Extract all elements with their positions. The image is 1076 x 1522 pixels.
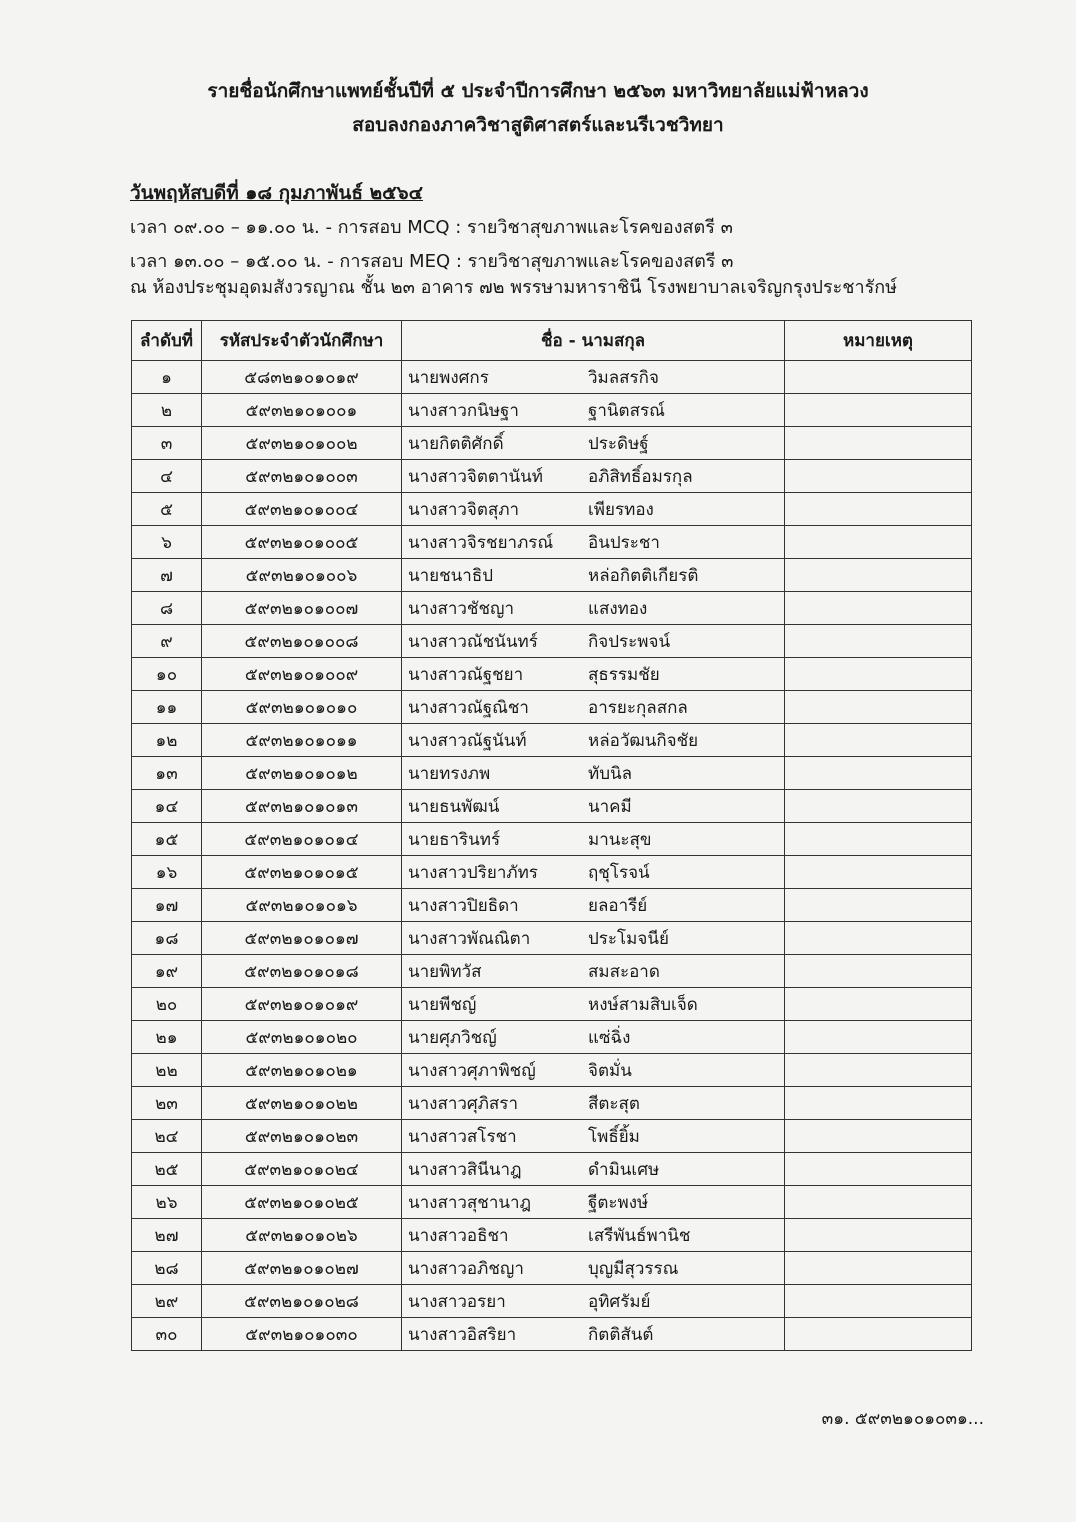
student-id: ๕๙๓๒๑๐๑๐๐๒ bbox=[202, 427, 402, 460]
note-cell bbox=[785, 823, 972, 856]
note-cell bbox=[785, 724, 972, 757]
table-row bbox=[132, 658, 972, 691]
row-number: ๒๘ bbox=[132, 1252, 202, 1285]
header-student-id: รหัสประจำตัวนักศึกษา bbox=[202, 321, 402, 361]
first-name: นางสาวศุภาพิชญ์ bbox=[408, 1060, 536, 1081]
student-id: ๕๙๓๒๑๐๑๐๑๒ bbox=[202, 757, 402, 790]
student-name bbox=[402, 988, 785, 1021]
student-name bbox=[402, 625, 785, 658]
student-id: ๕๙๓๒๑๐๑๐๑๔ bbox=[202, 823, 402, 856]
document-title: รายชื่อนักศึกษาแพทย์ชั้นปีที่ ๕ ประจำปีการศึกษา ๒๕๖๓ มหาวิทยาลัยแม่ฟ้าหลวง bbox=[207, 80, 869, 102]
note-cell bbox=[785, 1285, 972, 1318]
row-number: ๑๕ bbox=[132, 823, 202, 856]
row-number: ๗ bbox=[132, 559, 202, 592]
table-row bbox=[132, 427, 972, 460]
student-id: ๕๙๓๒๑๐๑๐๒๓ bbox=[202, 1120, 402, 1153]
student-name bbox=[402, 1186, 785, 1219]
table-row bbox=[132, 625, 972, 658]
note-cell bbox=[785, 592, 972, 625]
last-name: กิจประพจน์ bbox=[588, 631, 671, 652]
first-name: นายพิทวัส bbox=[408, 961, 482, 982]
student-id: ๕๙๓๒๑๐๑๐๒๖ bbox=[202, 1219, 402, 1252]
row-number: ๒๑ bbox=[132, 1021, 202, 1054]
student-name bbox=[402, 1054, 785, 1087]
table-row bbox=[132, 856, 972, 889]
last-name: หล่อกิตติเกียรติ bbox=[588, 565, 699, 586]
note-cell bbox=[785, 691, 972, 724]
row-number: ๒๓ bbox=[132, 1087, 202, 1120]
row-number: ๕ bbox=[132, 493, 202, 526]
student-id: ๕๙๓๒๑๐๑๐๒๕ bbox=[202, 1186, 402, 1219]
table-row bbox=[132, 823, 972, 856]
student-id: ๕๙๓๒๑๐๑๐๐๖ bbox=[202, 559, 402, 592]
last-name: หล่อวัฒนกิจชัย bbox=[588, 730, 699, 751]
student-name bbox=[402, 526, 785, 559]
first-name: นางสาวสินีนาฎ bbox=[408, 1159, 522, 1180]
row-number: ๑๗ bbox=[132, 889, 202, 922]
note-cell bbox=[785, 1219, 972, 1252]
table-row bbox=[132, 955, 972, 988]
student-name bbox=[402, 493, 785, 526]
student-id: ๕๙๓๒๑๐๑๐๐๗ bbox=[202, 592, 402, 625]
first-name: นางสาวชัชญา bbox=[408, 598, 515, 619]
note-cell bbox=[785, 427, 972, 460]
last-name: วิมลสรกิจ bbox=[588, 367, 659, 388]
note-cell bbox=[785, 658, 972, 691]
document-subtitle: สอบลงกองภาควิชาสูติศาสตร์และนรีเวชวิทยา bbox=[352, 114, 724, 136]
first-name: นางสาวอรยา bbox=[408, 1291, 506, 1312]
note-cell bbox=[785, 1054, 972, 1087]
row-number: ๒๙ bbox=[132, 1285, 202, 1318]
note-cell bbox=[785, 1153, 972, 1186]
student-id: ๕๙๓๒๑๐๑๐๒๘ bbox=[202, 1285, 402, 1318]
note-cell bbox=[785, 955, 972, 988]
last-name: สุธรรมชัย bbox=[588, 664, 660, 685]
student-name bbox=[402, 361, 785, 394]
header-note: หมายเหตุ bbox=[785, 321, 972, 361]
last-name: แสงทอง bbox=[588, 598, 648, 619]
first-name: นางสาวสุชานาฎ bbox=[408, 1192, 531, 1213]
note-cell bbox=[785, 790, 972, 823]
last-name: อภิสิทธิ์อมรกุล bbox=[588, 466, 693, 487]
student-id: ๕๙๓๒๑๐๑๐๒๑ bbox=[202, 1054, 402, 1087]
table-row bbox=[132, 1054, 972, 1087]
first-name: นางสาวปิยธิดา bbox=[408, 895, 519, 916]
student-name bbox=[402, 394, 785, 427]
table-row bbox=[132, 790, 972, 823]
last-name: ดำมินเศษ bbox=[588, 1159, 660, 1180]
first-name: นางสาวศุภิสรา bbox=[408, 1093, 518, 1114]
student-id: ๕๙๓๒๑๐๑๐๑๗ bbox=[202, 922, 402, 955]
note-cell bbox=[785, 559, 972, 592]
row-number: ๑๙ bbox=[132, 955, 202, 988]
student-name bbox=[402, 823, 785, 856]
first-name: นายธารินทร์ bbox=[408, 829, 501, 850]
row-number: ๒๕ bbox=[132, 1153, 202, 1186]
note-cell bbox=[785, 856, 972, 889]
table-row bbox=[132, 394, 972, 427]
table-row bbox=[132, 1021, 972, 1054]
row-number: ๑๑ bbox=[132, 691, 202, 724]
note-cell bbox=[785, 460, 972, 493]
last-name: กิตติสันต์ bbox=[588, 1324, 654, 1345]
note-cell bbox=[785, 361, 972, 394]
first-name: นางสาวกนิษฐา bbox=[408, 400, 519, 421]
exam-session-meq: เวลา ๑๓.๐๐ – ๑๕.๐๐ น. - การสอบ MEQ : รายวิชาสุขภาพและโรคของสตรี ๓ bbox=[130, 251, 734, 272]
last-name: สมสะอาด bbox=[588, 961, 660, 982]
first-name: นางสาวจิตสุภา bbox=[408, 499, 520, 520]
table-header-row bbox=[132, 321, 972, 361]
table-body bbox=[132, 361, 972, 1351]
last-name: อารยะกุลสกล bbox=[588, 697, 688, 718]
student-id: ๕๙๓๒๑๐๑๐๒๔ bbox=[202, 1153, 402, 1186]
note-cell bbox=[785, 1021, 972, 1054]
row-number: ๓๐ bbox=[132, 1318, 202, 1351]
table-row bbox=[132, 1318, 972, 1351]
student-id: ๕๙๓๒๑๐๑๐๑๐ bbox=[202, 691, 402, 724]
student-id: ๕๙๓๒๑๐๑๐๑๘ bbox=[202, 955, 402, 988]
student-name bbox=[402, 1120, 785, 1153]
last-name: ยลอารีย์ bbox=[588, 895, 648, 916]
first-name: นายพีชญ์ bbox=[408, 994, 477, 1015]
row-number: ๒๒ bbox=[132, 1054, 202, 1087]
table-row bbox=[132, 889, 972, 922]
student-id: ๕๘๓๒๑๐๑๐๑๙ bbox=[202, 361, 402, 394]
student-name bbox=[402, 922, 785, 955]
note-cell bbox=[785, 1318, 972, 1351]
student-roster-table bbox=[131, 320, 972, 1351]
student-name bbox=[402, 592, 785, 625]
row-number: ๖ bbox=[132, 526, 202, 559]
student-name bbox=[402, 1285, 785, 1318]
note-cell bbox=[785, 1087, 972, 1120]
row-number: ๑๐ bbox=[132, 658, 202, 691]
table-row bbox=[132, 922, 972, 955]
last-name: อุทิศรัมย์ bbox=[588, 1291, 651, 1312]
student-id: ๕๙๓๒๑๐๑๐๐๕ bbox=[202, 526, 402, 559]
student-name bbox=[402, 1252, 785, 1285]
row-number: ๒๐ bbox=[132, 988, 202, 1021]
student-id: ๕๙๓๒๑๐๑๐๐๘ bbox=[202, 625, 402, 658]
first-name: นายศุภวิชญ์ bbox=[408, 1027, 497, 1048]
exam-session-mcq: เวลา ๐๙.๐๐ – ๑๑.๐๐ น. - การสอบ MCQ : รายวิชาสุขภาพและโรคของสตรี ๓ bbox=[130, 217, 733, 238]
table-row bbox=[132, 1087, 972, 1120]
student-name bbox=[402, 889, 785, 922]
first-name: นางสาวพัณณิตา bbox=[408, 928, 531, 949]
student-id: ๕๙๓๒๑๐๑๐๐๑ bbox=[202, 394, 402, 427]
student-name bbox=[402, 559, 785, 592]
last-name: สีตะสุต bbox=[588, 1093, 640, 1114]
row-number: ๒ bbox=[132, 394, 202, 427]
student-id: ๕๙๓๒๑๐๑๐๑๕ bbox=[202, 856, 402, 889]
last-name: นาคมี bbox=[588, 796, 632, 817]
student-id: ๕๙๓๒๑๐๑๐๑๖ bbox=[202, 889, 402, 922]
header-name: ชื่อ - นามสกุล bbox=[402, 321, 785, 361]
table-row bbox=[132, 757, 972, 790]
first-name: นางสาวจิตตานันท์ bbox=[408, 466, 543, 487]
table-row bbox=[132, 361, 972, 394]
last-name: เสรีพันธ์พานิช bbox=[588, 1225, 691, 1246]
first-name: นางสาวอิสริยา bbox=[408, 1324, 517, 1345]
last-name: อินประชา bbox=[588, 532, 660, 553]
student-name bbox=[402, 1219, 785, 1252]
student-name bbox=[402, 955, 785, 988]
row-number: ๑๓ bbox=[132, 757, 202, 790]
last-name: ฐีตะพงษ์ bbox=[588, 1192, 649, 1213]
first-name: นายธนพัฒน์ bbox=[408, 796, 500, 817]
student-id: ๕๙๓๒๑๐๑๐๐๙ bbox=[202, 658, 402, 691]
note-cell bbox=[785, 1120, 972, 1153]
table-row bbox=[132, 493, 972, 526]
row-number: ๑๖ bbox=[132, 856, 202, 889]
student-id: ๕๙๓๒๑๐๑๐๑๑ bbox=[202, 724, 402, 757]
table-row bbox=[132, 1219, 972, 1252]
student-name bbox=[402, 1021, 785, 1054]
note-cell bbox=[785, 922, 972, 955]
student-id: ๕๙๓๒๑๐๑๐๐๔ bbox=[202, 493, 402, 526]
row-number: ๒๗ bbox=[132, 1219, 202, 1252]
first-name: นายชนาธิป bbox=[408, 565, 493, 586]
first-name: นางสาวณัฐณิชา bbox=[408, 697, 529, 718]
exam-date: วันพฤหัสบดีที่ ๑๘ กุมภาพันธ์ ๒๕๖๔ bbox=[130, 182, 423, 204]
student-id: ๕๙๓๒๑๐๑๐๑๙ bbox=[202, 988, 402, 1021]
table-row bbox=[132, 1285, 972, 1318]
first-name: นางสาวณัฐนันท์ bbox=[408, 730, 527, 751]
row-number: ๑ bbox=[132, 361, 202, 394]
table-row bbox=[132, 691, 972, 724]
table-row bbox=[132, 592, 972, 625]
row-number: ๙ bbox=[132, 625, 202, 658]
last-name: บุญมีสุวรรณ bbox=[588, 1258, 679, 1279]
last-name: จิตมั่น bbox=[588, 1060, 632, 1081]
student-id: ๕๙๓๒๑๐๑๐๓๐ bbox=[202, 1318, 402, 1351]
table-row bbox=[132, 1153, 972, 1186]
first-name: นายกิตติศักดิ์ bbox=[408, 433, 504, 454]
table-row bbox=[132, 724, 972, 757]
row-number: ๒๖ bbox=[132, 1186, 202, 1219]
last-name: ประโมจนีย์ bbox=[588, 928, 669, 949]
last-name: เพียรทอง bbox=[588, 499, 654, 520]
last-name: ประดิษฐ์ bbox=[588, 433, 649, 454]
student-name bbox=[402, 790, 785, 823]
student-name bbox=[402, 757, 785, 790]
row-number: ๑๒ bbox=[132, 724, 202, 757]
table-row bbox=[132, 526, 972, 559]
last-name: หงษ์สามสิบเจ็ด bbox=[588, 994, 698, 1015]
student-name bbox=[402, 856, 785, 889]
first-name: นางสาวณัฐชยา bbox=[408, 664, 524, 685]
row-number: ๘ bbox=[132, 592, 202, 625]
first-name: นางสาวอภิชญา bbox=[408, 1258, 524, 1279]
row-number: ๔ bbox=[132, 460, 202, 493]
table-row bbox=[132, 460, 972, 493]
student-name bbox=[402, 691, 785, 724]
first-name: นางสาวจิรชยาภรณ์ bbox=[408, 532, 554, 553]
student-id: ๕๙๓๒๑๐๑๐๐๓ bbox=[202, 460, 402, 493]
table-row bbox=[132, 559, 972, 592]
continuation-note: ๓๑. ๕๙๓๒๑๐๑๐๓๑... bbox=[821, 1409, 984, 1429]
exam-location: ณ ห้องประชุมอุดมสังวรญาณ ชั้น ๒๓ อาคาร ๗๒ พรรษามหาราชินี โรงพยาบาลเจริญกรุงประชารักษ์ bbox=[130, 277, 898, 298]
first-name: นางสาวปริยาภัทร bbox=[408, 862, 538, 883]
first-name: นางสาวอธิชา bbox=[408, 1225, 509, 1246]
student-name bbox=[402, 658, 785, 691]
note-cell bbox=[785, 394, 972, 427]
last-name: มานะสุข bbox=[588, 829, 652, 850]
student-id: ๕๙๓๒๑๐๑๐๑๓ bbox=[202, 790, 402, 823]
first-name: นางสาวสโรชา bbox=[408, 1126, 517, 1147]
student-id: ๕๙๓๒๑๐๑๐๒๒ bbox=[202, 1087, 402, 1120]
row-number: ๓ bbox=[132, 427, 202, 460]
note-cell bbox=[785, 889, 972, 922]
note-cell bbox=[785, 757, 972, 790]
header-no: ลำดับที่ bbox=[132, 321, 202, 361]
last-name: ฐานิตสรณ์ bbox=[588, 400, 665, 421]
student-name bbox=[402, 1153, 785, 1186]
student-name bbox=[402, 460, 785, 493]
last-name: ฤชุโรจน์ bbox=[588, 862, 650, 883]
table-row bbox=[132, 1120, 972, 1153]
note-cell bbox=[785, 1186, 972, 1219]
note-cell bbox=[785, 988, 972, 1021]
table-row bbox=[132, 1186, 972, 1219]
last-name: ทับนิล bbox=[588, 763, 633, 784]
row-number: ๒๔ bbox=[132, 1120, 202, 1153]
note-cell bbox=[785, 493, 972, 526]
student-name bbox=[402, 1087, 785, 1120]
student-id: ๕๙๓๒๑๐๑๐๒๗ bbox=[202, 1252, 402, 1285]
table-row bbox=[132, 1252, 972, 1285]
table-row bbox=[132, 988, 972, 1021]
first-name: นายพงศกร bbox=[408, 367, 489, 388]
student-name bbox=[402, 724, 785, 757]
student-id: ๕๙๓๒๑๐๑๐๒๐ bbox=[202, 1021, 402, 1054]
student-name bbox=[402, 427, 785, 460]
note-cell bbox=[785, 1252, 972, 1285]
note-cell bbox=[785, 526, 972, 559]
student-name bbox=[402, 1318, 785, 1351]
last-name: โพธิ์ยิ้ม bbox=[588, 1126, 640, 1147]
note-cell bbox=[785, 625, 972, 658]
last-name: แซ่ฉิ่ง bbox=[588, 1027, 631, 1048]
row-number: ๑๘ bbox=[132, 922, 202, 955]
first-name: นายทรงภพ bbox=[408, 763, 491, 784]
first-name: นางสาวณัชนันทร์ bbox=[408, 631, 538, 652]
row-number: ๑๔ bbox=[132, 790, 202, 823]
